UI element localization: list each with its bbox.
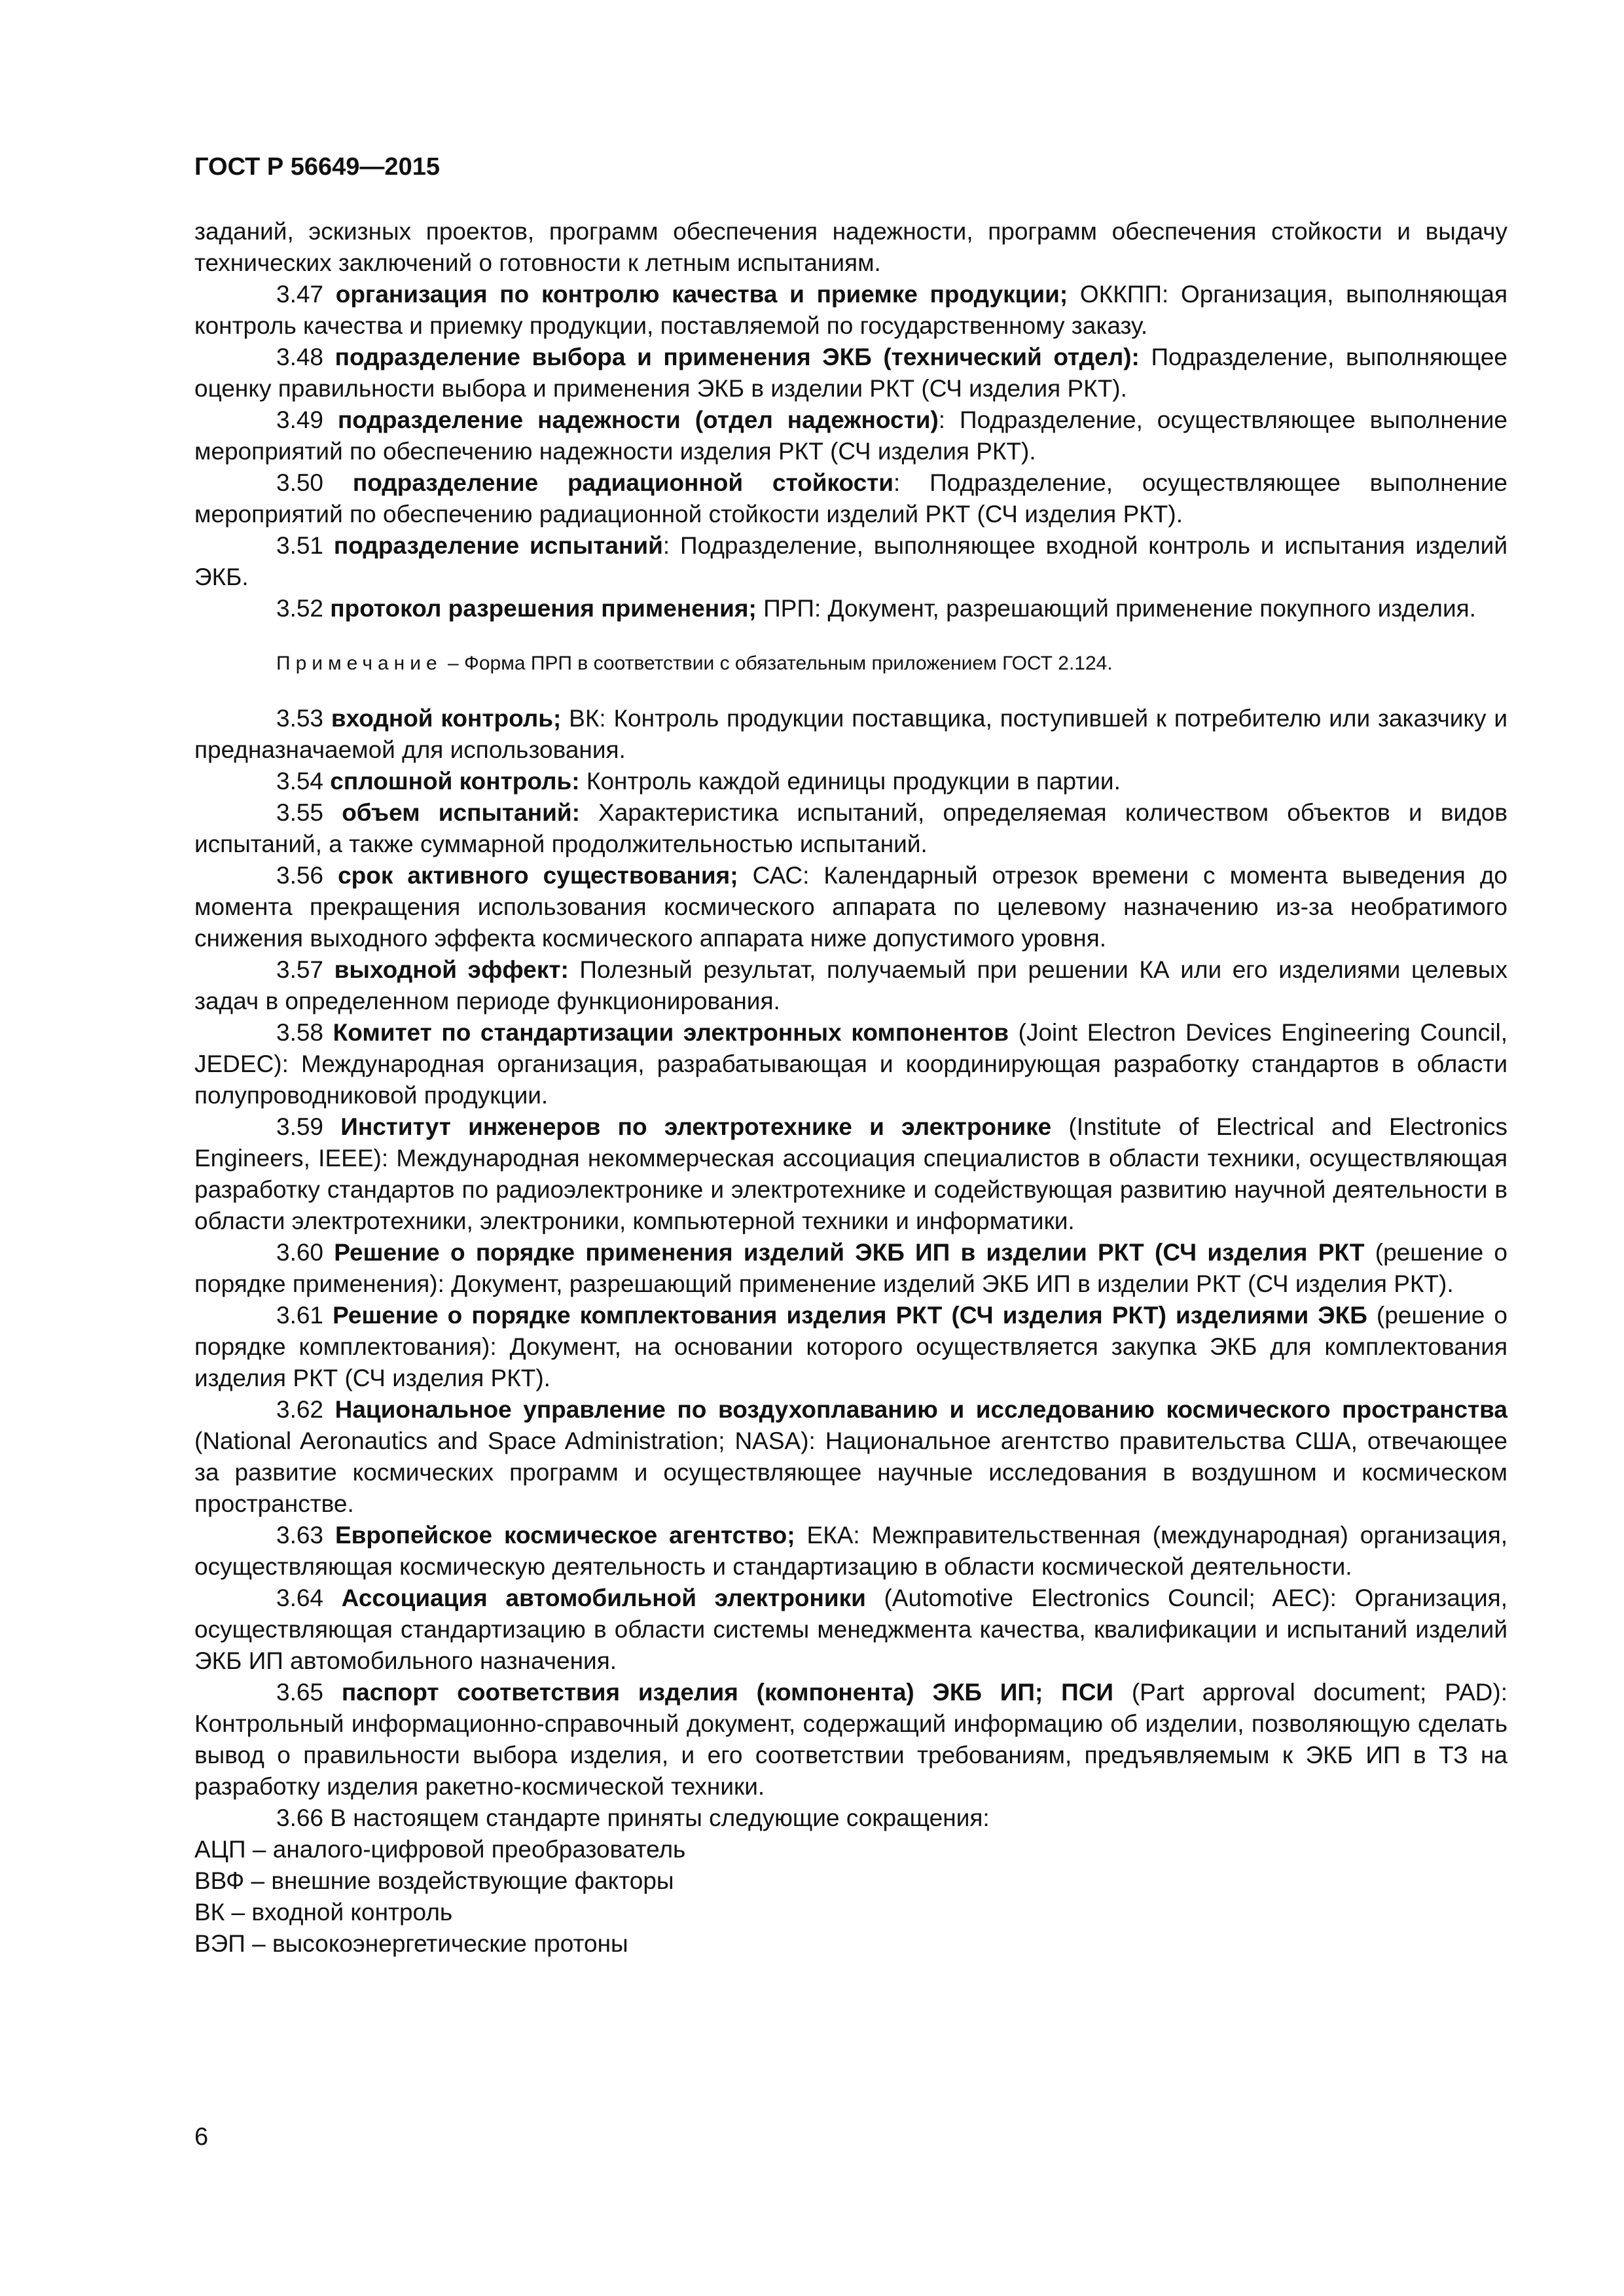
term-3-56 xyxy=(194,860,1507,954)
term-number: 3.53 xyxy=(276,705,331,732)
term-definition: ПРП: Документ, разрешающий применение покупного изделия. xyxy=(756,595,1476,622)
term-3-48 xyxy=(194,342,1507,404)
term-number: 3.55 xyxy=(276,799,342,826)
term-title: Европейское космическое агентство; xyxy=(334,1522,795,1549)
term-definition: Характеристика испытаний, определяемая количеством объектов и видов испытаний, а также суммарной продолжительностью испытаний. xyxy=(194,799,1507,857)
abbreviation-item: АЦП – аналого-цифровой преобразователь xyxy=(194,1836,686,1863)
term-title: протокол разрешения применения; xyxy=(330,595,757,622)
term-number: 3.60 xyxy=(276,1239,334,1266)
term-title: Ассоциация автомобильной электроники xyxy=(341,1585,866,1611)
term-3-52 xyxy=(194,593,1507,624)
note-text: – Форма ПРП в соответствии с обязательным приложением ГОСТ 2.124. xyxy=(442,653,1113,674)
term-3-65 xyxy=(194,1677,1507,1803)
term-definition: (решение о порядке применения): Документ, разрешающий применение изделий ЭКБ ИП в изделии РКТ (СЧ изделия РКТ). xyxy=(194,1239,1508,1297)
term-definition: : Подразделение, осуществляющее выполнение мероприятий по обеспечению надежности изделия РКТ (СЧ изделия РКТ). xyxy=(194,406,1508,465)
term-definition: ЕКА: Межправительственная (международная) организация, осуществляющая космическую деятельность и стандартизацию в области космической деятельности. xyxy=(194,1522,1508,1580)
term-title: подразделение выбора и применения ЭКБ (технический отдел): xyxy=(334,344,1140,370)
term-definition: (National Aeronautics and Space Administration; NASA): Национальное агентство правительства США, отвечающее за развитие космических программ и осуществляющее научные исследования в воздушном и космическом пространстве. xyxy=(194,1427,1507,1517)
term-number: 3.62 xyxy=(276,1396,335,1423)
term-3-57 xyxy=(194,954,1507,1017)
term-number: 3.50 xyxy=(276,469,353,496)
term-number: 3.58 xyxy=(276,1019,333,1046)
document-page xyxy=(194,151,1507,1960)
term-3-59 xyxy=(194,1111,1507,1237)
term-title: Комитет по стандартизации электронных компонентов xyxy=(333,1019,1009,1046)
term-number: 3.54 xyxy=(276,768,331,795)
term-3-60 xyxy=(194,1237,1507,1300)
term-definition: (решение о порядке комплектования): Документ, на основании которого осуществляется закупка ЭКБ для комплектования изделия РКТ (СЧ изделия РКТ). xyxy=(194,1302,1507,1391)
term-title: Национальное управление по воздухоплаванию и исследованию космического пространства xyxy=(334,1396,1507,1423)
term-title: выходной эффект: xyxy=(334,956,569,983)
abbreviation-item: ВВФ – внешние воздействующие факторы xyxy=(194,1867,674,1894)
term-title: организация по контролю качества и приемке продукции; xyxy=(335,281,1068,308)
term-number: 3.63 xyxy=(276,1522,335,1549)
term-definition: Подразделение, выполняющее оценку правильности выбора и применения ЭКБ в изделии РКТ (СЧ изделия РКТ). xyxy=(194,344,1507,402)
term-3-58 xyxy=(194,1017,1507,1111)
abbreviation-item: ВК – входной контроль xyxy=(194,1899,453,1926)
term-definition: САС: Календарный отрезок времени с момента выведения до момента прекращения использования космического аппарата по целевому назначению из-за необратимого снижения выходного эффекта космического аппарата ниже допустимого уровня. xyxy=(194,862,1507,952)
term-number: 3.56 xyxy=(276,862,338,889)
term-3-55 xyxy=(194,797,1507,860)
term-3-61 xyxy=(194,1300,1507,1394)
term-title: срок активного существования; xyxy=(338,862,738,889)
term-definition: Контроль каждой единицы продукции в партии. xyxy=(579,768,1121,795)
term-number: 3.49 xyxy=(276,406,338,433)
term-title: сплошной контроль: xyxy=(330,768,580,795)
term-title: паспорт соответствия изделия (компонента) ЭКБ ИП; ПСИ xyxy=(341,1679,1114,1706)
term-definition: : Подразделение, осуществляющее выполнение мероприятий по обеспечению радиационной стойкости изделий РКТ (СЧ изделия РКТ). xyxy=(194,469,1507,528)
term-definition: ВК: Контроль продукции поставщика, поступившей к потребителю или заказчику и предназначаемой для использования. xyxy=(194,705,1507,763)
term-definition: (Part approval document; PAD): Контрольный информационно-справочный документ, содержащий информацию об изделии, позволяющую сделать вывод о правильности выбора изделия, и его соответствии требованиям, предъявляемым к ЭКБ ИП в ТЗ на разработку изделия ракетно-космической техники. xyxy=(194,1679,1508,1800)
document-body xyxy=(194,216,1507,1960)
term-title: подразделение испытаний xyxy=(333,532,663,559)
page-number: 6 xyxy=(194,2123,209,2151)
term-definition: : Подразделение, выполняющее входной контроль и испытания изделий ЭКБ. xyxy=(194,532,1507,590)
term-3-63 xyxy=(194,1520,1507,1583)
term-definition: (Joint Electron Devices Engineering Council, JEDEC): Международная организация, разрабатывающая и координирующая разработку стандартов в области полупроводниковой продукции. xyxy=(194,1019,1508,1109)
term-number: 3.61 xyxy=(276,1302,333,1329)
term-title: объем испытаний: xyxy=(342,799,580,826)
term-number: 3.52 xyxy=(276,595,331,622)
term-number: 3.47 xyxy=(276,281,336,308)
term-title: Решение о порядке комплектования изделия РКТ (СЧ изделия РКТ) изделиями ЭКБ xyxy=(333,1302,1367,1329)
document-header: ГОСТ Р 56649—2015 xyxy=(194,153,440,181)
term-3-53 xyxy=(194,703,1507,766)
term-number: 3.48 xyxy=(276,344,335,370)
term-3-64 xyxy=(194,1583,1507,1677)
abbreviations-intro: 3.66 В настоящем стандарте приняты следующие сокращения: xyxy=(276,1804,990,1831)
term-title: подразделение радиационной стойкости xyxy=(352,469,894,496)
term-definition: (Institute of Electrical and Electronics Engineers, IEEE): Международная некоммерческая ассоциация специалистов в области техники, осуществляющая разработку стандартов по радиоэлектронике и электротехнике и содействующая развитию научной деятельности в области электротехники, электроники, компьютерной техники и информатики. xyxy=(194,1113,1507,1234)
term-number: 3.64 xyxy=(276,1585,342,1611)
abbreviation-item: ВЭП – высокоэнергетические протоны xyxy=(194,1930,628,1957)
term-definition: (Automotive Electronics Council; AEC): Организация, осуществляющая стандартизацию в области системы менеджмента качества, квалификации и испытаний изделий ЭКБ ИП автомобильного назначения. xyxy=(194,1585,1508,1674)
term-number: 3.57 xyxy=(276,956,334,983)
term-3-51 xyxy=(194,530,1507,593)
term-title: Решение о порядке применения изделий ЭКБ ИП в изделии РКТ (СЧ изделия РКТ xyxy=(334,1239,1365,1266)
term-title: подразделение надежности (отдел надежности) xyxy=(337,406,939,433)
continuation-paragraph: заданий, эскизных проектов, программ обеспечения надежности, программ обеспечения стойкости и выдачу технических заключений о готовности к летным испытаниям. xyxy=(194,218,1507,276)
term-number: 3.59 xyxy=(276,1113,341,1140)
term-number: 3.65 xyxy=(276,1679,342,1706)
term-3-49 xyxy=(194,404,1507,467)
term-3-62 xyxy=(194,1394,1507,1520)
term-3-50 xyxy=(194,467,1507,530)
term-number: 3.51 xyxy=(276,532,334,559)
note-label: Примечание xyxy=(276,653,442,674)
term-definition: ОККПП: Организация, выполняющая контроль качества и приемку продукции, поставляемой по государственному заказу. xyxy=(194,281,1508,339)
note-paragraph xyxy=(194,651,1507,677)
term-title: входной контроль; xyxy=(331,705,562,732)
term-3-54 xyxy=(194,766,1507,797)
term-definition: Полезный результат, получаемый при решении КА или его изделиями целевых задач в определенном периоде функционирования. xyxy=(194,956,1508,1014)
term-3-47 xyxy=(194,279,1507,342)
term-title: Институт инженеров по электротехнике и электронике xyxy=(340,1113,1052,1140)
